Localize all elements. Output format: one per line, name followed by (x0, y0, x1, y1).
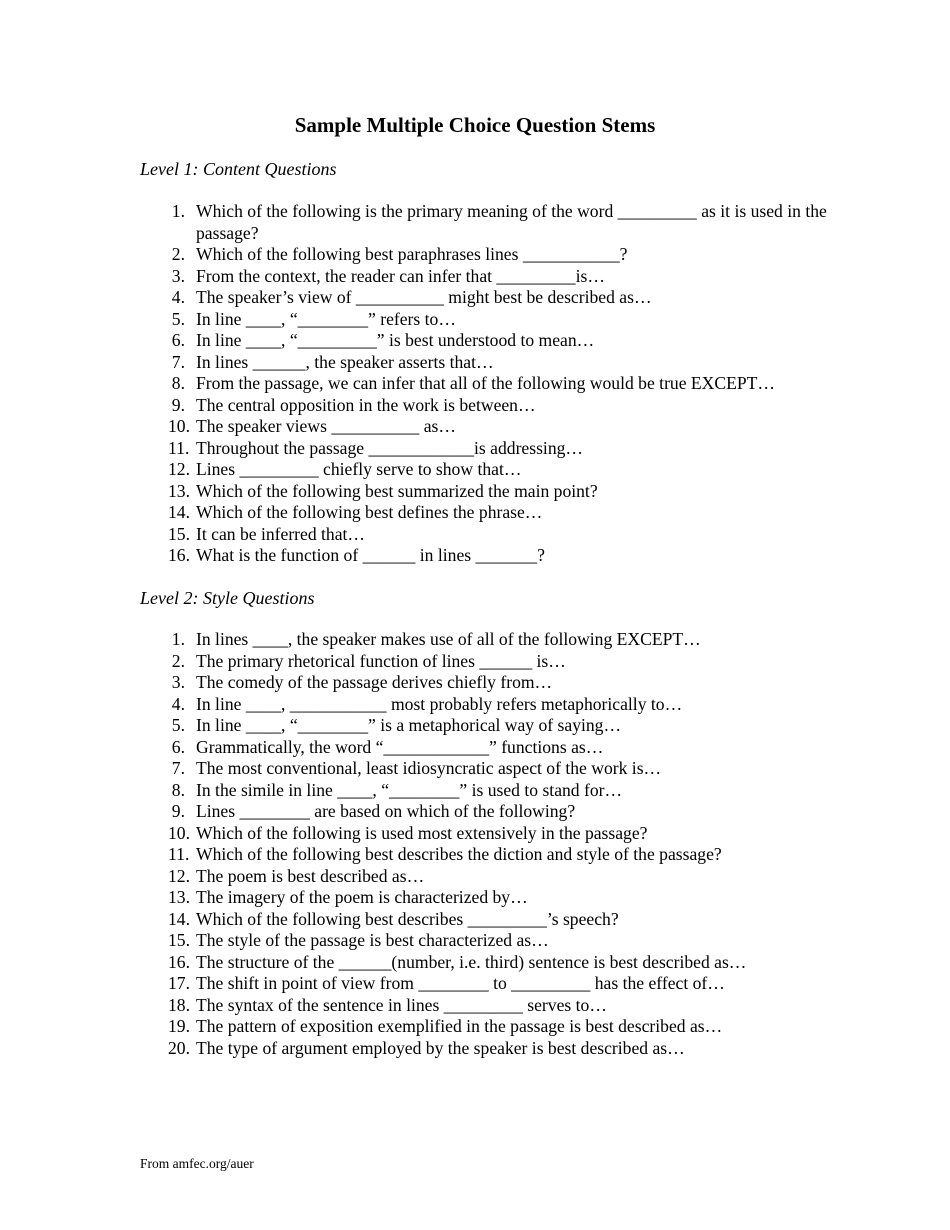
question-number: 1. (171, 629, 185, 649)
question-number: 9. (171, 394, 185, 415)
question-item (140, 866, 830, 888)
question-item (140, 887, 830, 909)
question-text: The shift in point of view from ________ to _________ has the effect of… (196, 973, 725, 993)
question-number: 5. (171, 715, 185, 735)
question-number: 9. (171, 801, 185, 821)
question-item (140, 973, 830, 995)
question-number: 17. (168, 973, 190, 993)
question-number: 14. (168, 502, 190, 522)
source-footer: From amfec.org/auer (140, 1156, 254, 1171)
question-text: The syntax of the sentence in lines _________ serves to… (196, 994, 607, 1015)
question-item (140, 330, 830, 352)
question-text: The structure of the ______(number, i.e. third) sentence is best described as… (196, 951, 747, 972)
question-text: Which of the following is the primary meaning of the word _________ as it is used in the passage? (196, 201, 827, 243)
question-item (140, 715, 830, 737)
question-text: Which of the following best paraphrases lines ___________? (196, 244, 628, 264)
question-item (140, 438, 830, 460)
question-number: 11. (168, 844, 190, 864)
question-item (140, 545, 830, 567)
question-item (140, 201, 830, 244)
question-item (140, 694, 830, 716)
question-number: 10. (168, 416, 190, 436)
question-number: 3. (171, 672, 185, 692)
question-item (140, 459, 830, 481)
question-item (140, 309, 830, 331)
question-number: 18. (168, 994, 190, 1015)
question-item (140, 823, 830, 845)
question-text: Which of the following best summarized the main point? (196, 480, 598, 501)
question-text: In the simile in line ____, “________” is used to stand for… (196, 779, 623, 800)
question-item (140, 287, 830, 309)
question-item (140, 266, 830, 288)
question-item (140, 737, 830, 759)
question-item (140, 524, 830, 546)
question-text: In line ____, “________” is a metaphorical way of saying… (196, 715, 622, 735)
question-text: The imagery of the poem is characterized by… (196, 887, 528, 907)
question-item (140, 373, 830, 395)
question-number: 19. (168, 1016, 190, 1036)
question-text: It can be inferred that… (196, 523, 366, 544)
question-text: Lines ________ are based on which of the following? (196, 801, 576, 821)
question-item (140, 930, 830, 952)
question-number: 8. (171, 373, 185, 393)
question-item (140, 481, 830, 503)
question-number: 15. (168, 523, 190, 544)
question-number: 14. (168, 908, 190, 929)
question-text: In lines ______, the speaker asserts that… (196, 351, 494, 372)
question-number: 4. (171, 287, 185, 307)
question-item (140, 352, 830, 374)
question-text: The primary rhetorical function of lines ______ is… (196, 650, 566, 671)
question-item (140, 629, 830, 651)
question-number: 2. (171, 244, 185, 264)
question-number: 13. (168, 480, 190, 501)
question-number: 15. (168, 930, 190, 950)
question-number: 6. (171, 736, 185, 757)
question-item (140, 502, 830, 524)
question-item (140, 244, 830, 266)
question-item (140, 844, 830, 866)
question-text: Which of the following is used most extensively in the passage? (196, 822, 648, 843)
question-number: 13. (168, 887, 190, 907)
question-text: In lines ____, the speaker makes use of all of the following EXCEPT… (196, 629, 701, 649)
question-item (140, 995, 830, 1017)
question-text: From the context, the reader can infer that _________is… (196, 265, 605, 286)
question-number: 20. (168, 1037, 190, 1058)
question-item (140, 416, 830, 438)
question-text: In line ____, “________” refers to… (196, 308, 456, 329)
question-text: Grammatically, the word “____________” functions as… (196, 736, 604, 757)
section-heading-content: Level 1: Content Questions (140, 159, 337, 179)
question-number: 8. (171, 779, 185, 800)
question-text: The comedy of the passage derives chiefly from… (196, 672, 553, 692)
content-questions-list (140, 201, 830, 567)
question-number: 12. (168, 459, 190, 479)
question-text: In line ____, ___________ most probably refers metaphorically to… (196, 693, 683, 714)
question-text: The type of argument employed by the speaker is best described as… (196, 1037, 685, 1058)
question-item (140, 395, 830, 417)
question-number: 4. (171, 693, 185, 714)
question-item (140, 909, 830, 931)
question-number: 7. (171, 758, 185, 778)
question-item (140, 758, 830, 780)
style-questions-list (140, 629, 830, 1059)
question-number: 1. (171, 201, 185, 221)
question-number: 16. (168, 951, 190, 972)
question-text: The most conventional, least idiosyncratic aspect of the work is… (196, 758, 662, 778)
question-item (140, 1016, 830, 1038)
question-number: 2. (171, 650, 185, 671)
question-text: The pattern of exposition exemplified in the passage is best described as… (196, 1016, 723, 1036)
page-title: Sample Multiple Choice Question Stems (294, 113, 656, 137)
question-text: Throughout the passage ____________is addressing… (196, 437, 584, 458)
question-item (140, 952, 830, 974)
question-number: 3. (171, 265, 185, 286)
section-heading-style: Level 2: Style Questions (140, 588, 315, 608)
question-number: 7. (171, 351, 185, 372)
question-text: Lines _________ chiefly serve to show that… (196, 459, 522, 479)
question-item (140, 651, 830, 673)
question-number: 6. (171, 330, 185, 350)
question-item (140, 1038, 830, 1060)
question-text: What is the function of ______ in lines _______? (196, 545, 545, 565)
question-number: 16. (168, 545, 190, 565)
question-number: 5. (171, 308, 185, 329)
question-text: From the passage, we can infer that all of the following would be true EXCEPT… (196, 373, 775, 393)
question-number: 11. (168, 437, 190, 458)
question-text: The central opposition in the work is between… (196, 394, 536, 415)
question-text: In line ____, “_________” is best understood to mean… (196, 330, 595, 350)
question-text: The speaker’s view of __________ might best be described as… (196, 287, 652, 307)
question-number: 12. (168, 865, 190, 886)
question-text: Which of the following best describes _________’s speech? (196, 908, 619, 929)
question-number: 10. (168, 822, 190, 843)
question-text: Which of the following best describes the diction and style of the passage? (196, 844, 722, 864)
question-item (140, 780, 830, 802)
question-text: The speaker views __________ as… (196, 416, 456, 436)
question-item (140, 672, 830, 694)
question-text: Which of the following best defines the phrase… (196, 502, 543, 522)
question-item (140, 801, 830, 823)
question-text: The style of the passage is best characterized as… (196, 930, 549, 950)
question-text: The poem is best described as… (196, 865, 425, 886)
